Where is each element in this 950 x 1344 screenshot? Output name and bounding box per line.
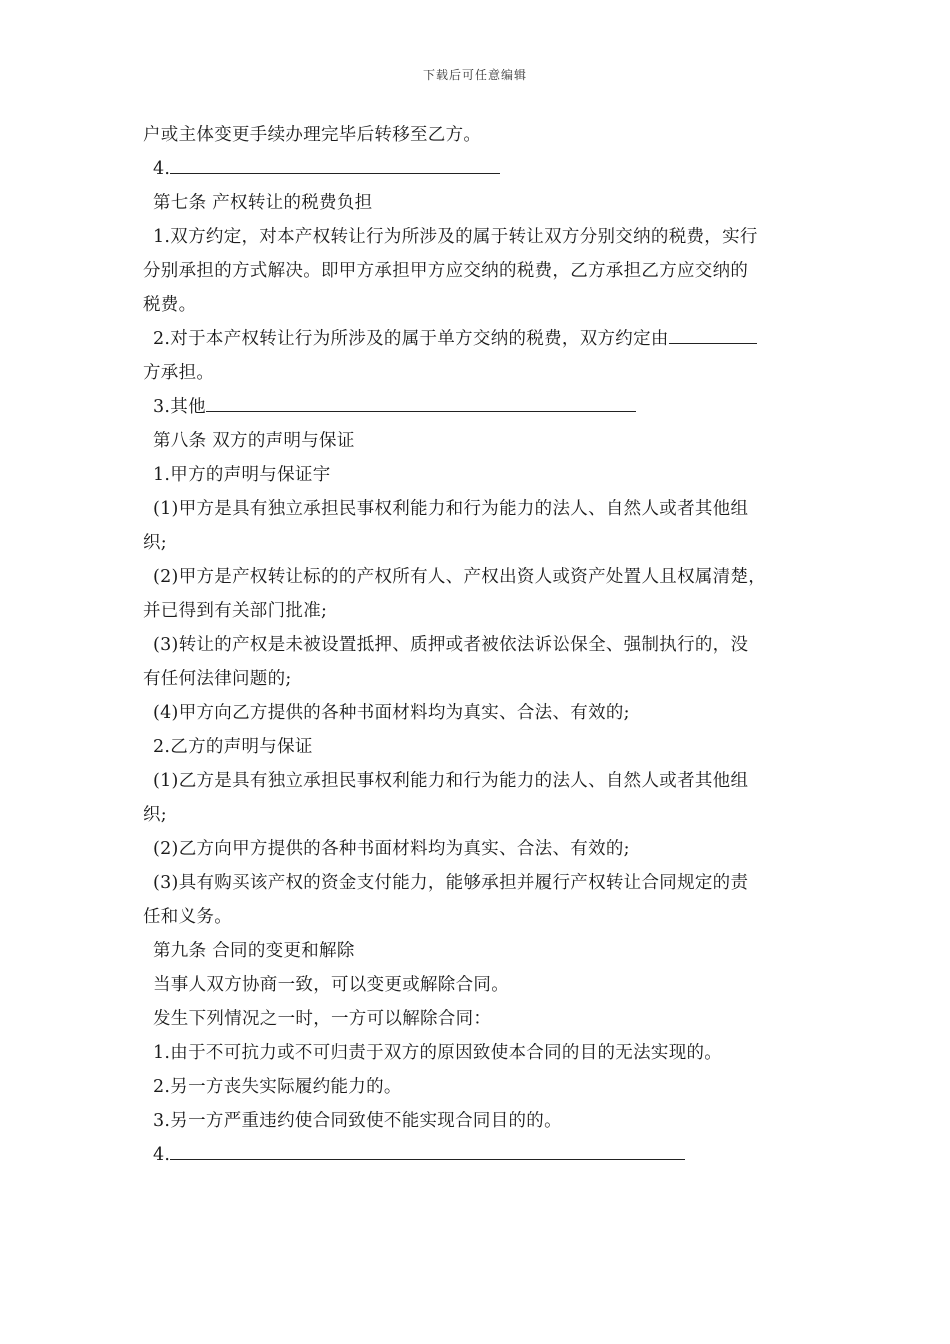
paragraph-line: (4)甲方向乙方提供的各种书面材料均为真实、合法、有效的; xyxy=(153,703,630,723)
paragraph-line: 方承担。 xyxy=(143,363,215,383)
page-header: 下载后可任意编辑 xyxy=(422,68,527,82)
clause-item-4: 4. xyxy=(143,1138,813,1172)
fill-blank xyxy=(669,323,757,344)
clause-item-4: 4. xyxy=(143,152,813,186)
article-heading: 第八条 双方的声明与保证 xyxy=(153,431,355,451)
article-heading: 第七条 产权转让的税费负担 xyxy=(153,193,373,213)
paragraph-line: 并已得到有关部门批准; xyxy=(143,601,328,621)
paragraph-line: 织; xyxy=(143,533,167,553)
paragraph-line: 织; xyxy=(143,805,167,825)
paragraph-line: 当事人双方协商一致，可以变更或解除合同。 xyxy=(153,975,509,995)
paragraph-line: 2.对于本产权转让行为所涉及的属于单方交纳的税费，双方约定由 xyxy=(143,322,813,356)
paragraph-line: 任和义务。 xyxy=(143,907,232,927)
fill-blank xyxy=(206,391,636,412)
article-heading: 第九条 合同的变更和解除 xyxy=(153,941,355,961)
paragraph-line: 分别承担的方式解决。即甲方承担甲方应交纳的税费，乙方承担乙方应交纳的 xyxy=(143,261,749,281)
paragraph-line: 有任何法律问题的; xyxy=(143,669,292,689)
paragraph-line: 税费。 xyxy=(143,295,197,315)
paragraph-line: (1)乙方是具有独立承担民事权利能力和行为能力的法人、自然人或者其他组 xyxy=(153,771,749,791)
paragraph-line: (2)乙方向甲方提供的各种书面材料均为真实、合法、有效的; xyxy=(153,839,630,859)
paragraph-line: 3.其他 xyxy=(143,390,813,424)
paragraph-line: 户或主体变更手续办理完毕后转移至乙方。 xyxy=(143,125,482,145)
paragraph-line: 2.另一方丧失实际履约能力的。 xyxy=(153,1077,402,1097)
paragraph-line: (3)具有购买该产权的资金支付能力，能够承担并履行产权转让合同规定的责 xyxy=(153,873,749,893)
paragraph-line: (2)甲方是产权转让标的的产权所有人、产权出资人或资产处置人且权属清楚， xyxy=(153,567,767,587)
paragraph-line: (1)甲方是具有独立承担民事权利能力和行为能力的法人、自然人或者其他组 xyxy=(153,499,749,519)
paragraph-line: 1.甲方的声明与保证宇 xyxy=(153,465,331,485)
paragraph-line: 1.双方约定，对本产权转让行为所涉及的属于转让双方分别交纳的税费，实行 xyxy=(153,227,758,247)
document-body xyxy=(143,118,813,1172)
paragraph-line: (3)转让的产权是未被设置抵押、质押或者被依法诉讼保全、强制执行的，没 xyxy=(153,635,749,655)
paragraph-line: 2.乙方的声明与保证 xyxy=(153,737,313,757)
fill-blank xyxy=(170,1139,685,1160)
paragraph-line: 3.另一方严重违约使合同致使不能实现合同目的的。 xyxy=(153,1111,562,1131)
paragraph-line: 发生下列情况之一时，一方可以解除合同： xyxy=(153,1009,492,1029)
paragraph-line: 1.由于不可抗力或不可归责于双方的原因致使本合同的目的无法实现的。 xyxy=(153,1043,723,1063)
fill-blank xyxy=(170,153,500,174)
